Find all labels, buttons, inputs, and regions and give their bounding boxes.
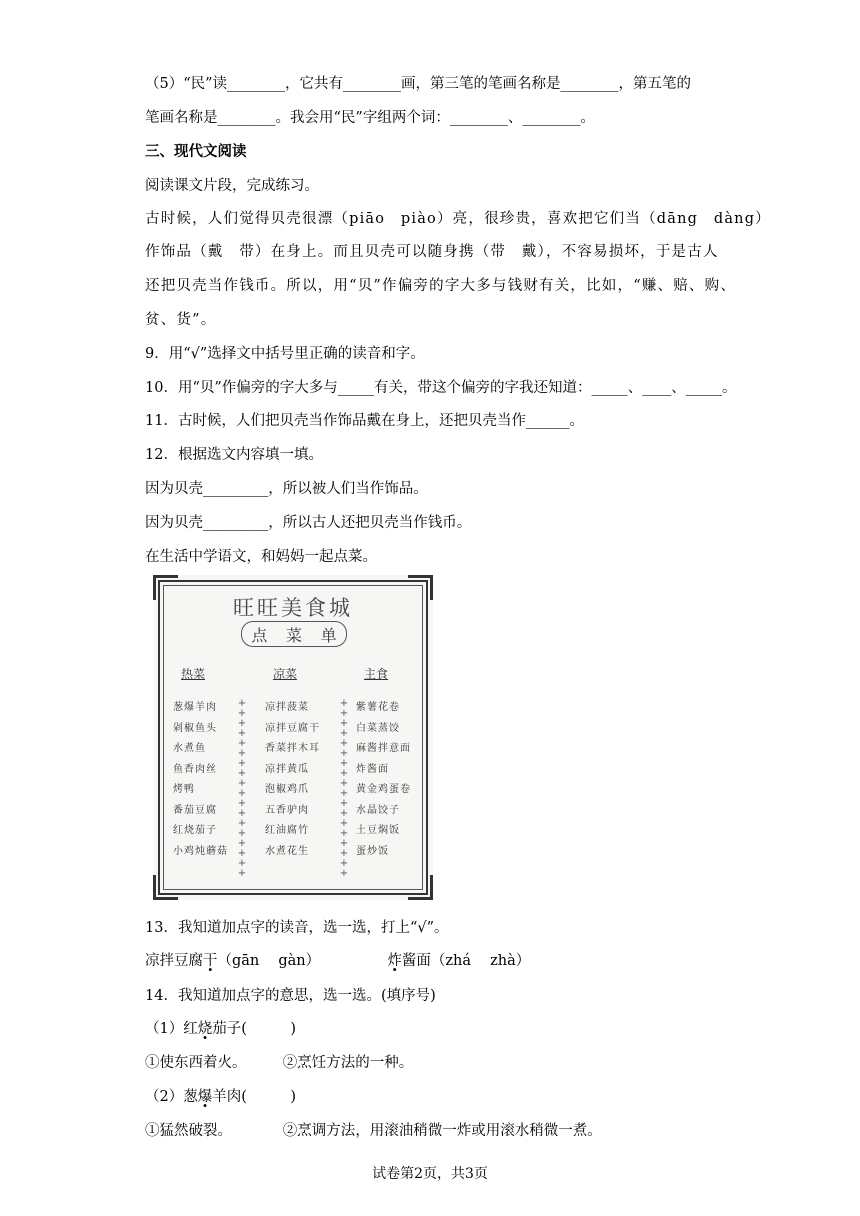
banner-char: 菜 [285, 625, 302, 645]
question-9: 9．用“√”选择文中括号里正确的读音和字。 [145, 346, 425, 362]
question-14-2-options: ①猛然破裂。 ②烹调方法，用滚油稍微一炸或用滚水稍微一煮。 [145, 1123, 602, 1139]
question-13: 13．我知道加点字的读音，选一选，打上“√”。 [145, 920, 449, 936]
q13a-prefix: 凉拌豆腐 [145, 953, 203, 969]
menu-column-staple [356, 665, 411, 862]
menu-banner [241, 621, 347, 647]
menu-title: 旺旺美食城 [233, 596, 353, 620]
menu-item: 水煮花生 [265, 845, 309, 857]
menu-item: 土豆焖饭 [356, 825, 400, 836]
dotted-char: 烧 [197, 1021, 213, 1037]
q14-1-suffix: 茄子( ) [212, 1021, 297, 1037]
passage-line-4: 贫、货”。 [145, 312, 217, 328]
menu-item: 蛋炒饭 [356, 845, 389, 857]
q14-2-prefix: （2）葱 [145, 1089, 198, 1105]
menu-item: 紫薯花卷 [356, 702, 400, 713]
column-header: 热菜 [181, 667, 206, 681]
column-divider: + + + + + + + + + + + + + + + + + + [339, 698, 349, 879]
question-11: 11．古时候，人们把贝壳当作饰品戴在身上，还把贝壳当作______。 [145, 413, 584, 429]
corner-ornament [408, 875, 433, 900]
menu-image [153, 575, 433, 900]
passage-line-3: 还把贝壳当作钱币。所以，用“贝”作偏旁的字大多与钱财有关，比如，“赚、赔、购、 [145, 278, 737, 294]
corner-ornament [153, 875, 178, 900]
menu-item: 凉拌菠菜 [265, 702, 309, 713]
menu-item: 水煮鱼 [173, 743, 206, 754]
passage-line-2: 作饰品（戴 带）在身上。而且贝壳可以随身携（带 戴），不容易损坏，于是古人 [145, 244, 719, 260]
question-14-2 [145, 1087, 296, 1107]
menu-item: 香菜拌木耳 [265, 743, 320, 754]
question-14-1 [145, 1019, 296, 1039]
menu-item: 炸酱面 [356, 763, 389, 775]
question-12b: 因为贝壳_________，所以古人还把贝壳当作钱币。 [145, 515, 472, 531]
menu-column-cold [265, 665, 320, 862]
menu-item: 凉拌黄瓜 [265, 763, 309, 775]
dotted-char: 爆 [197, 1089, 213, 1105]
menu-item: 红油腐竹 [265, 825, 309, 836]
menu-item: 番茄豆腐 [173, 804, 217, 816]
page-footer: 试卷第2页，共3页 [372, 1166, 488, 1182]
reading-instruction: 阅读课文片段，完成练习。 [145, 178, 319, 194]
menu-column-hot [173, 665, 228, 862]
q14-1-prefix: （1）红 [145, 1021, 198, 1037]
life-prompt: 在生活中学语文，和妈妈一起点菜。 [145, 549, 377, 565]
question-10: 10．用“贝”作偏旁的字大多与_____有关，带这个偏旁的字我还知道：_____、____、_____。 [145, 380, 737, 396]
banner-char: 单 [320, 625, 337, 645]
question-12a: 因为贝壳_________，所以被人们当作饰品。 [145, 481, 428, 497]
menu-item: 白菜蒸饺 [356, 722, 400, 734]
menu-item: 剁椒鱼头 [173, 722, 217, 734]
q14-2-suffix: 羊肉( ) [212, 1089, 297, 1105]
banner-char: 点 [251, 625, 268, 645]
section-heading: 三、现代文阅读 [145, 143, 247, 160]
question-13-options [145, 951, 530, 971]
menu-item: 五香驴肉 [265, 804, 309, 816]
menu-item: 鱼香肉丝 [173, 763, 217, 775]
question-12: 12．根据选文内容填一填。 [145, 447, 323, 463]
column-header: 凉菜 [273, 667, 298, 681]
column-divider: + + + + + + + + + + + + + + + + + + [237, 698, 247, 879]
passage-line-1: 古时候，人们觉得贝壳很漂（piāo piào）亮，很珍贵，喜欢把它们当（dāng dàng） [145, 211, 771, 227]
menu-item: 烤鸭 [173, 784, 195, 795]
q13b-suffix: 酱面（zhá zhà） [401, 953, 531, 969]
q5-line2: 笔画名称是________。我会用“民”字组两个词：________、________。 [145, 110, 595, 126]
column-header: 主食 [364, 667, 389, 681]
q13a-suffix: （gān gàn） [217, 953, 321, 969]
menu-item: 凉拌豆腐干 [265, 722, 320, 734]
menu-item: 红烧茄子 [173, 825, 217, 836]
dotted-char: 炸 [387, 953, 402, 969]
dotted-char: 干 [203, 953, 218, 969]
question-14: 14．我知道加点字的意思，选一选。(填序号) [145, 988, 436, 1004]
menu-item: 泡椒鸡爪 [265, 784, 309, 795]
menu-item: 水晶饺子 [356, 804, 400, 816]
menu-item: 小鸡炖蘑菇 [173, 845, 228, 857]
menu-item: 黄金鸡蛋卷 [356, 784, 411, 795]
q5-line1: （5）“民”读________，它共有________画，第三笔的笔画名称是________，第五笔的 [145, 76, 692, 92]
question-14-1-options: ①使东西着火。 ②烹饪方法的一种。 [145, 1055, 414, 1071]
menu-item: 麻酱拌意面 [356, 743, 411, 754]
menu-item: 葱爆羊肉 [173, 702, 217, 713]
